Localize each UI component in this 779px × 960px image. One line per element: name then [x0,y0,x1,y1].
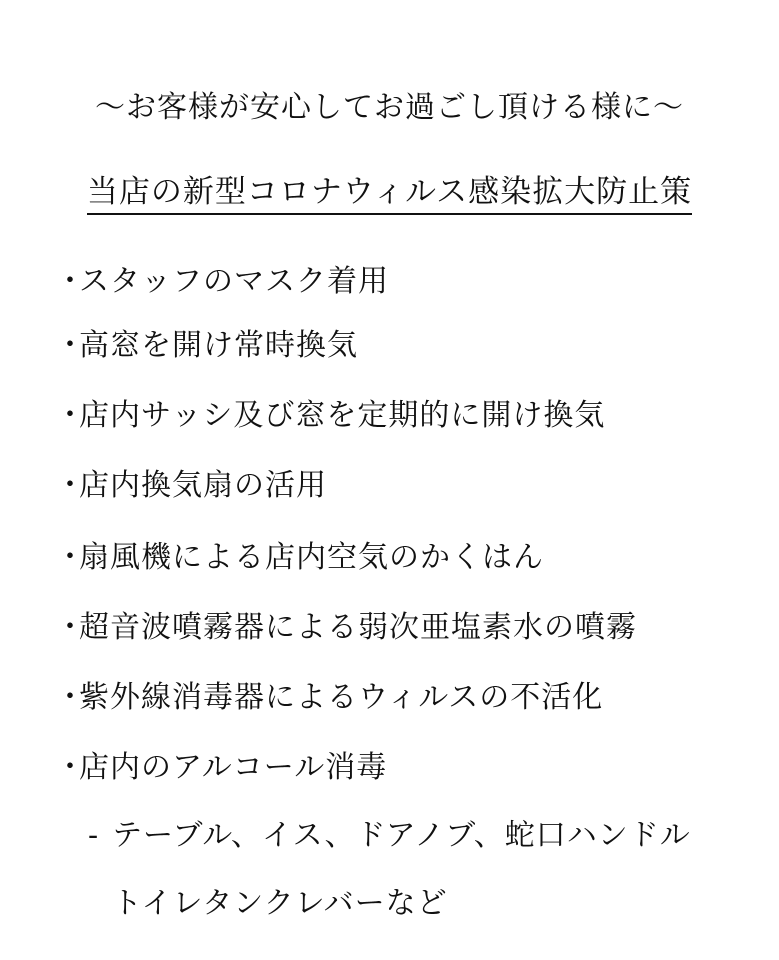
list-item [55,672,603,716]
dash-icon: - [88,818,100,853]
list-item [55,742,387,786]
sub-list-line [112,878,448,922]
bullet-icon: ・ [55,610,86,645]
bullet-icon: ・ [55,680,86,715]
notice-title [0,166,779,211]
list-item [55,460,327,504]
list-item-text: 店内サッシ及び窓を定期的に開け換気 [79,398,606,433]
list-item [55,602,637,646]
list-item-text: 店内のアルコール消毒 [79,750,388,785]
bullet-icon: ・ [55,750,86,785]
list-item-text: 超音波噴霧器による弱次亜塩素水の噴霧 [79,610,637,645]
bullet-icon: ・ [55,264,86,299]
bullet-icon: ・ [55,540,86,575]
bullet-icon: ・ [55,328,86,363]
list-item-text: 紫外線消毒器によるウィルスの不活化 [79,680,604,715]
list-item-text: 店内換気扇の活用 [79,468,327,503]
list-item-text: 高窓を開け常時換気 [79,328,358,363]
notice-title-text: 当店の新型コロナウィルス感染拡大防止策 [87,174,692,215]
sub-list-text: トイレタンクレバーなど [112,886,448,921]
sub-list-text: テーブル、イス、ドアノブ、蛇口ハンドル [112,818,691,853]
bullet-icon: ・ [55,468,86,503]
list-item [55,256,389,300]
list-item-text: 扇風機による店内空気のかくはん [79,540,544,575]
list-item-text: スタッフのマスク着用 [79,264,389,299]
list-item [55,532,544,576]
list-item [55,390,605,434]
list-item [55,320,358,364]
sub-list-line [88,810,691,854]
bullet-icon: ・ [55,398,86,433]
notice-subtitle: 〜お客様が安心してお過ごし頂ける様に〜 [95,90,684,125]
